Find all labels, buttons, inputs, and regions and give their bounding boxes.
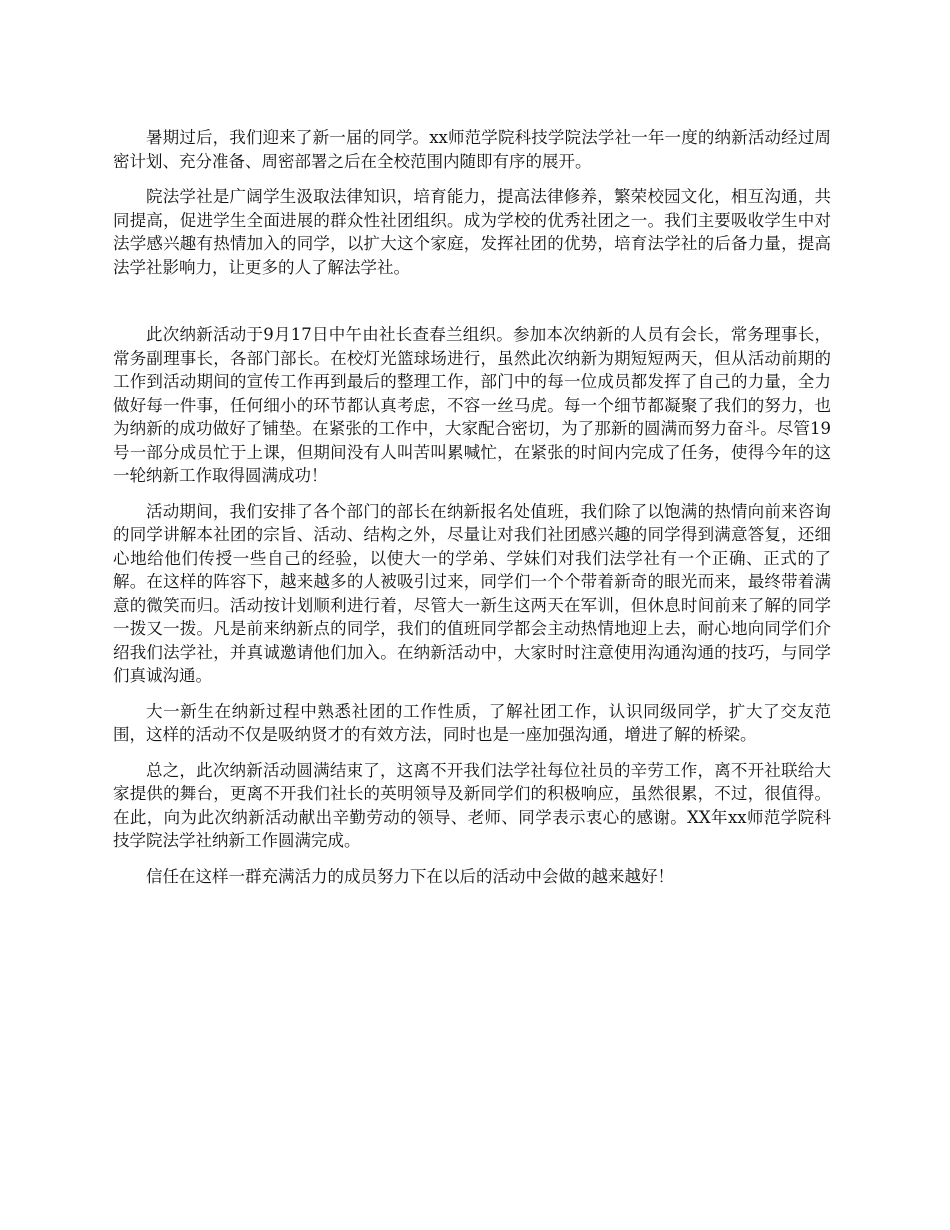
paragraph-intro: 暑期过后，我们迎来了新一届的同学。xx师范学院科技学院法学社一年一度的纳新活动经过周密计划、充分准备、周密部署之后在全校范围内随即有序的展开。: [113, 128, 831, 171]
paragraph-closing: 信任在这样一群充满活力的成员努力下在以后的活动中会做的越来越好！: [146, 866, 674, 886]
paragraph-summary: 总之，此次纳新活动圆满结束了，这离不开我们法学社每位社员的辛劳工作，离不开社联给大家提供的舞台，更离不开我们社长的英明领导及新同学们的积极响应，虽然很累，不过，很值得。在此，向为此次纳新活动献出辛勤劳动的领导、老师、同学表示衷心的感谢。XX年xx师范学院科技学院法学社纳新工作圆满完成。: [113, 760, 831, 850]
paragraph-activity-period: 活动期间，我们安排了各个部门的部长在纳新报名处值班，我们除了以饱满的热情向前来咨询的同学讲解本社团的宗旨、活动、结构之外，尽量让对我们社团感兴趣的同学得到满意答复，还细心地给他们传授一些自己的经验，以使大一的学弟、学妹们对我们法学社有一个正确、正式的了解。在这样的阵容下，越来越多的人被吸引过来，同学们一个个带着新奇的眼光而来，最终带着满意的微笑而归。活动按计划顺利进行着，尽管大一新生这两天在军训，但休息时间前来了解的同学一拨又一拨。凡是前来纳新点的同学，我们的值班同学都会主动热情地迎上去，耐心地向同学们介绍我们法学社，并真诚邀请他们加入。在纳新活动中，大家时时注意使用沟通沟通的技巧，与同学们真诚沟通。: [113, 501, 831, 685]
paragraph-recruitment-event: 此次纳新活动于9月17日中午由社长查春兰组织。参加本次纳新的人员有会长，常务理事长，常务副理事长，各部门部长。在校灯光篮球场进行，虽然此次纳新为期短短两天，但从活动前期的工作到活动期间的宣传工作再到最后的整理工作，部门中的每一位成员都发挥了自己的力量，全力做好每一件事，任何细小的环节都认真考虑，不容一丝马虎。每一个细节都凝聚了我们的努力，也为纳新的成功做好了铺垫。在紧张的工作中，大家配合密切，为了那新的圆满而努力奋斗。尽管19号一部分成员忙于上课，但期间没有人叫苦叫累喊忙，在紧张的时间内完成了任务，使得今年的这一轮纳新工作取得圆满成功！: [113, 325, 831, 485]
paragraph-about-society: 院法学社是广阔学生汲取法律知识，培育能力，提高法律修养，繁荣校园文化，相互沟通，共同提高，促进学生全面进展的群众性社团组织。成为学校的优秀社团之一。我们主要吸收学生中对法学感兴趣有热情加入的同学，以扩大这个家庭，发挥社团的优势，培育法学社的后备力量，提高法学社影响力，让更多的人了解法学社。: [113, 187, 831, 277]
paragraph-freshmen: 大一新生在纳新过程中熟悉社团的工作性质，了解社团工作，认识同级同学，扩大了交友范围，这样的活动不仅是吸纳贤才的有效方法，同时也是一座加强沟通，增进了解的桥梁。: [113, 701, 831, 744]
document-body: [113, 126, 831, 900]
